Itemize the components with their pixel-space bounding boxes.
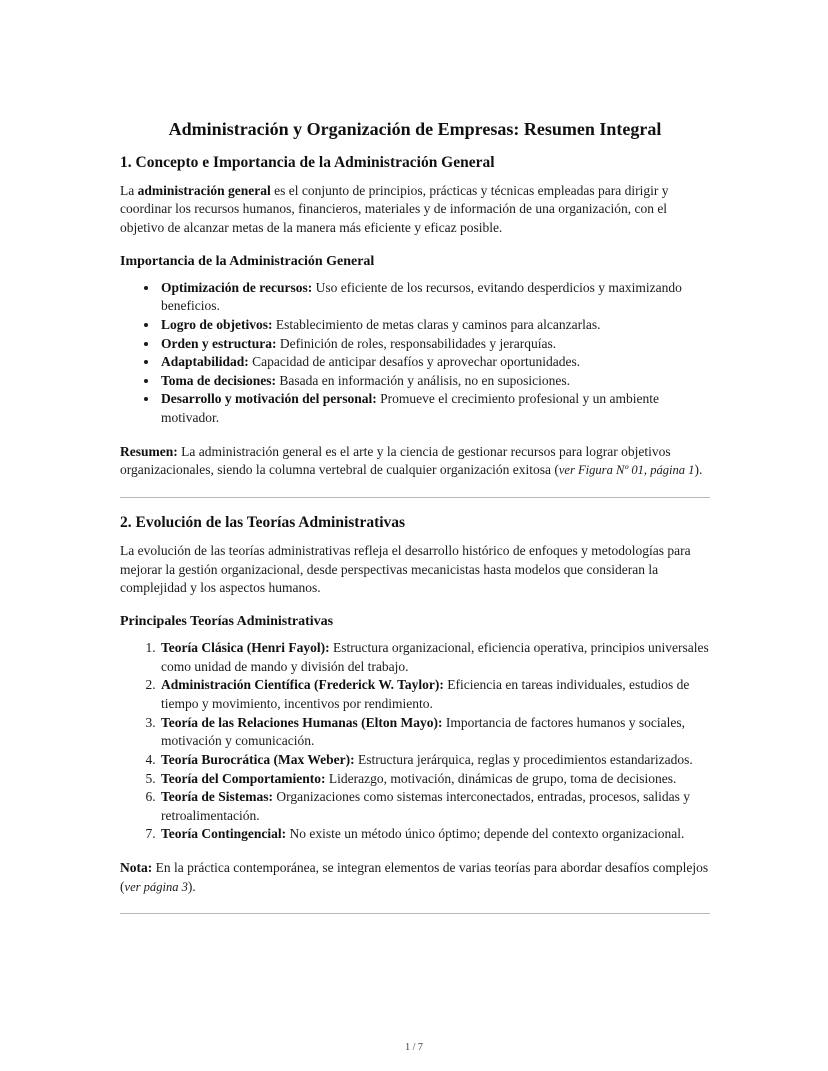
numbered-item	[159, 825, 710, 844]
bullet-item	[159, 335, 710, 354]
summary-text: La administración general es el arte y la ciencia de gestionar recursos para lograr objetivos organizacionales, siendo la columna vertebral de cualquier organización exitosa (	[120, 443, 671, 478]
section-2-subheading: Principales Teorías Administrativas	[120, 613, 334, 629]
theory-desc: Estructura jerárquica, reglas y procedimientos estandarizados.	[354, 751, 693, 767]
theory-term: Teoría de las Relaciones Humanas (Elton Mayo):	[161, 714, 443, 730]
bullet-term: Adaptabilidad:	[161, 354, 249, 370]
theory-term: Administración Científica (Frederick W. Taylor):	[161, 677, 444, 693]
page-number: 1 / 7	[405, 1042, 423, 1053]
numbered-item	[159, 714, 710, 751]
summary-figure-reference: ver Figura Nº 01, página 1	[558, 463, 695, 478]
section-1-subheading: Importancia de la Administración General	[120, 253, 375, 269]
bullet-item	[159, 279, 710, 316]
theory-desc: No existe un método único óptimo; depende del contexto organizacional.	[286, 826, 685, 842]
intro-text-post: es el conjunto de principios, prácticas y técnicas empleadas para dirigir y coordinar los recursos humanos, financieros, materiales y de información de una organización, con el objetivo de alcanzar metas de la manera más eficiente y eficaz posible.	[120, 182, 669, 235]
bullet-term: Orden y estructura:	[161, 335, 277, 351]
note-close: ).	[187, 878, 196, 894]
note-text: En la práctica contemporánea, se integran elementos de varias teorías para abordar desafíos complejos (	[120, 860, 709, 894]
theory-desc: Organizaciones como sistemas interconectados, entradas, procesos, salidas y retroalimentación.	[161, 789, 690, 823]
theories-numbered-list	[120, 639, 710, 844]
section-1-intro-paragraph	[120, 182, 710, 238]
section-2-intro-paragraph: La evolución de las teorías administrativas refleja el desarrollo histórico de enfoques y metodologías para mejorar la gestión organizacional, desde perspectivas mecanicistas hasta modelos que consideran la complejidad y los aspectos humanos.	[120, 543, 691, 596]
theory-desc: Liderazgo, motivación, dinámicas de grupo, toma de decisiones.	[325, 770, 677, 786]
section-2-note-paragraph	[120, 859, 710, 896]
numbered-item	[159, 770, 710, 789]
theory-term: Teoría Burocrática (Max Weber):	[161, 751, 355, 767]
theory-term: Teoría Clásica (Henri Fayol):	[161, 640, 330, 656]
bullet-desc: Uso eficiente de los recursos, evitando desperdicios y maximizando beneficios.	[161, 279, 682, 314]
document-title: Administración y Organización de Empresas: Resumen Integral	[168, 119, 662, 139]
note-page-reference: ver página 3	[124, 879, 188, 894]
document-content	[120, 118, 710, 929]
bullet-item	[159, 316, 710, 335]
section-1-heading: 1. Concepto e Importancia de la Administración General	[120, 153, 495, 171]
summary-label: Resumen:	[120, 443, 178, 459]
section-divider	[120, 913, 710, 914]
section-divider	[120, 497, 710, 498]
bullet-item	[159, 353, 710, 372]
intro-bold-term: administración general	[137, 182, 271, 198]
bullet-desc: Promueve el crecimiento profesional y un ambiente motivador.	[161, 391, 660, 426]
summary-close: ).	[694, 462, 703, 478]
intro-text-pre: La	[120, 182, 138, 198]
numbered-item	[159, 676, 710, 713]
bullet-desc: Basada en información y análisis, no en suposiciones.	[276, 372, 570, 388]
section-2-heading: 2. Evolución de las Teorías Administrativas	[120, 513, 406, 531]
note-label: Nota:	[120, 860, 153, 876]
theory-desc: Estructura organizacional, eficiencia operativa, principios universales como unidad de mando y división del trabajo.	[161, 640, 709, 674]
theory-term: Teoría de Sistemas:	[161, 789, 273, 805]
theory-desc: Eficiencia en tareas individuales, estudios de tiempo y movimiento, incentivos por rendimiento.	[161, 677, 690, 712]
theory-term: Teoría Contingencial:	[161, 826, 287, 842]
bullet-desc: Definición de roles, responsabilidades y jerarquías.	[276, 335, 557, 351]
bullet-term: Desarrollo y motivación del personal:	[161, 391, 377, 407]
bullet-term: Toma de decisiones:	[161, 372, 277, 388]
importance-bullet-list	[120, 279, 710, 428]
bullet-item	[159, 390, 710, 427]
section-1-summary-paragraph	[120, 443, 710, 480]
bullet-desc: Establecimiento de metas claras y caminos para alcanzarlas.	[272, 316, 601, 332]
bullet-item	[159, 372, 710, 391]
numbered-item	[159, 751, 710, 770]
theory-term: Teoría del Comportamiento:	[161, 770, 326, 786]
numbered-item	[159, 639, 710, 676]
bullet-term: Logro de objetivos:	[161, 316, 273, 332]
numbered-item	[159, 788, 710, 825]
theory-desc: Importancia de factores humanos y sociales, motivación y comunicación.	[161, 714, 686, 749]
bullet-desc: Capacidad de anticipar desafíos y aprovechar oportunidades.	[248, 354, 581, 370]
bullet-term: Optimización de recursos:	[161, 279, 313, 295]
